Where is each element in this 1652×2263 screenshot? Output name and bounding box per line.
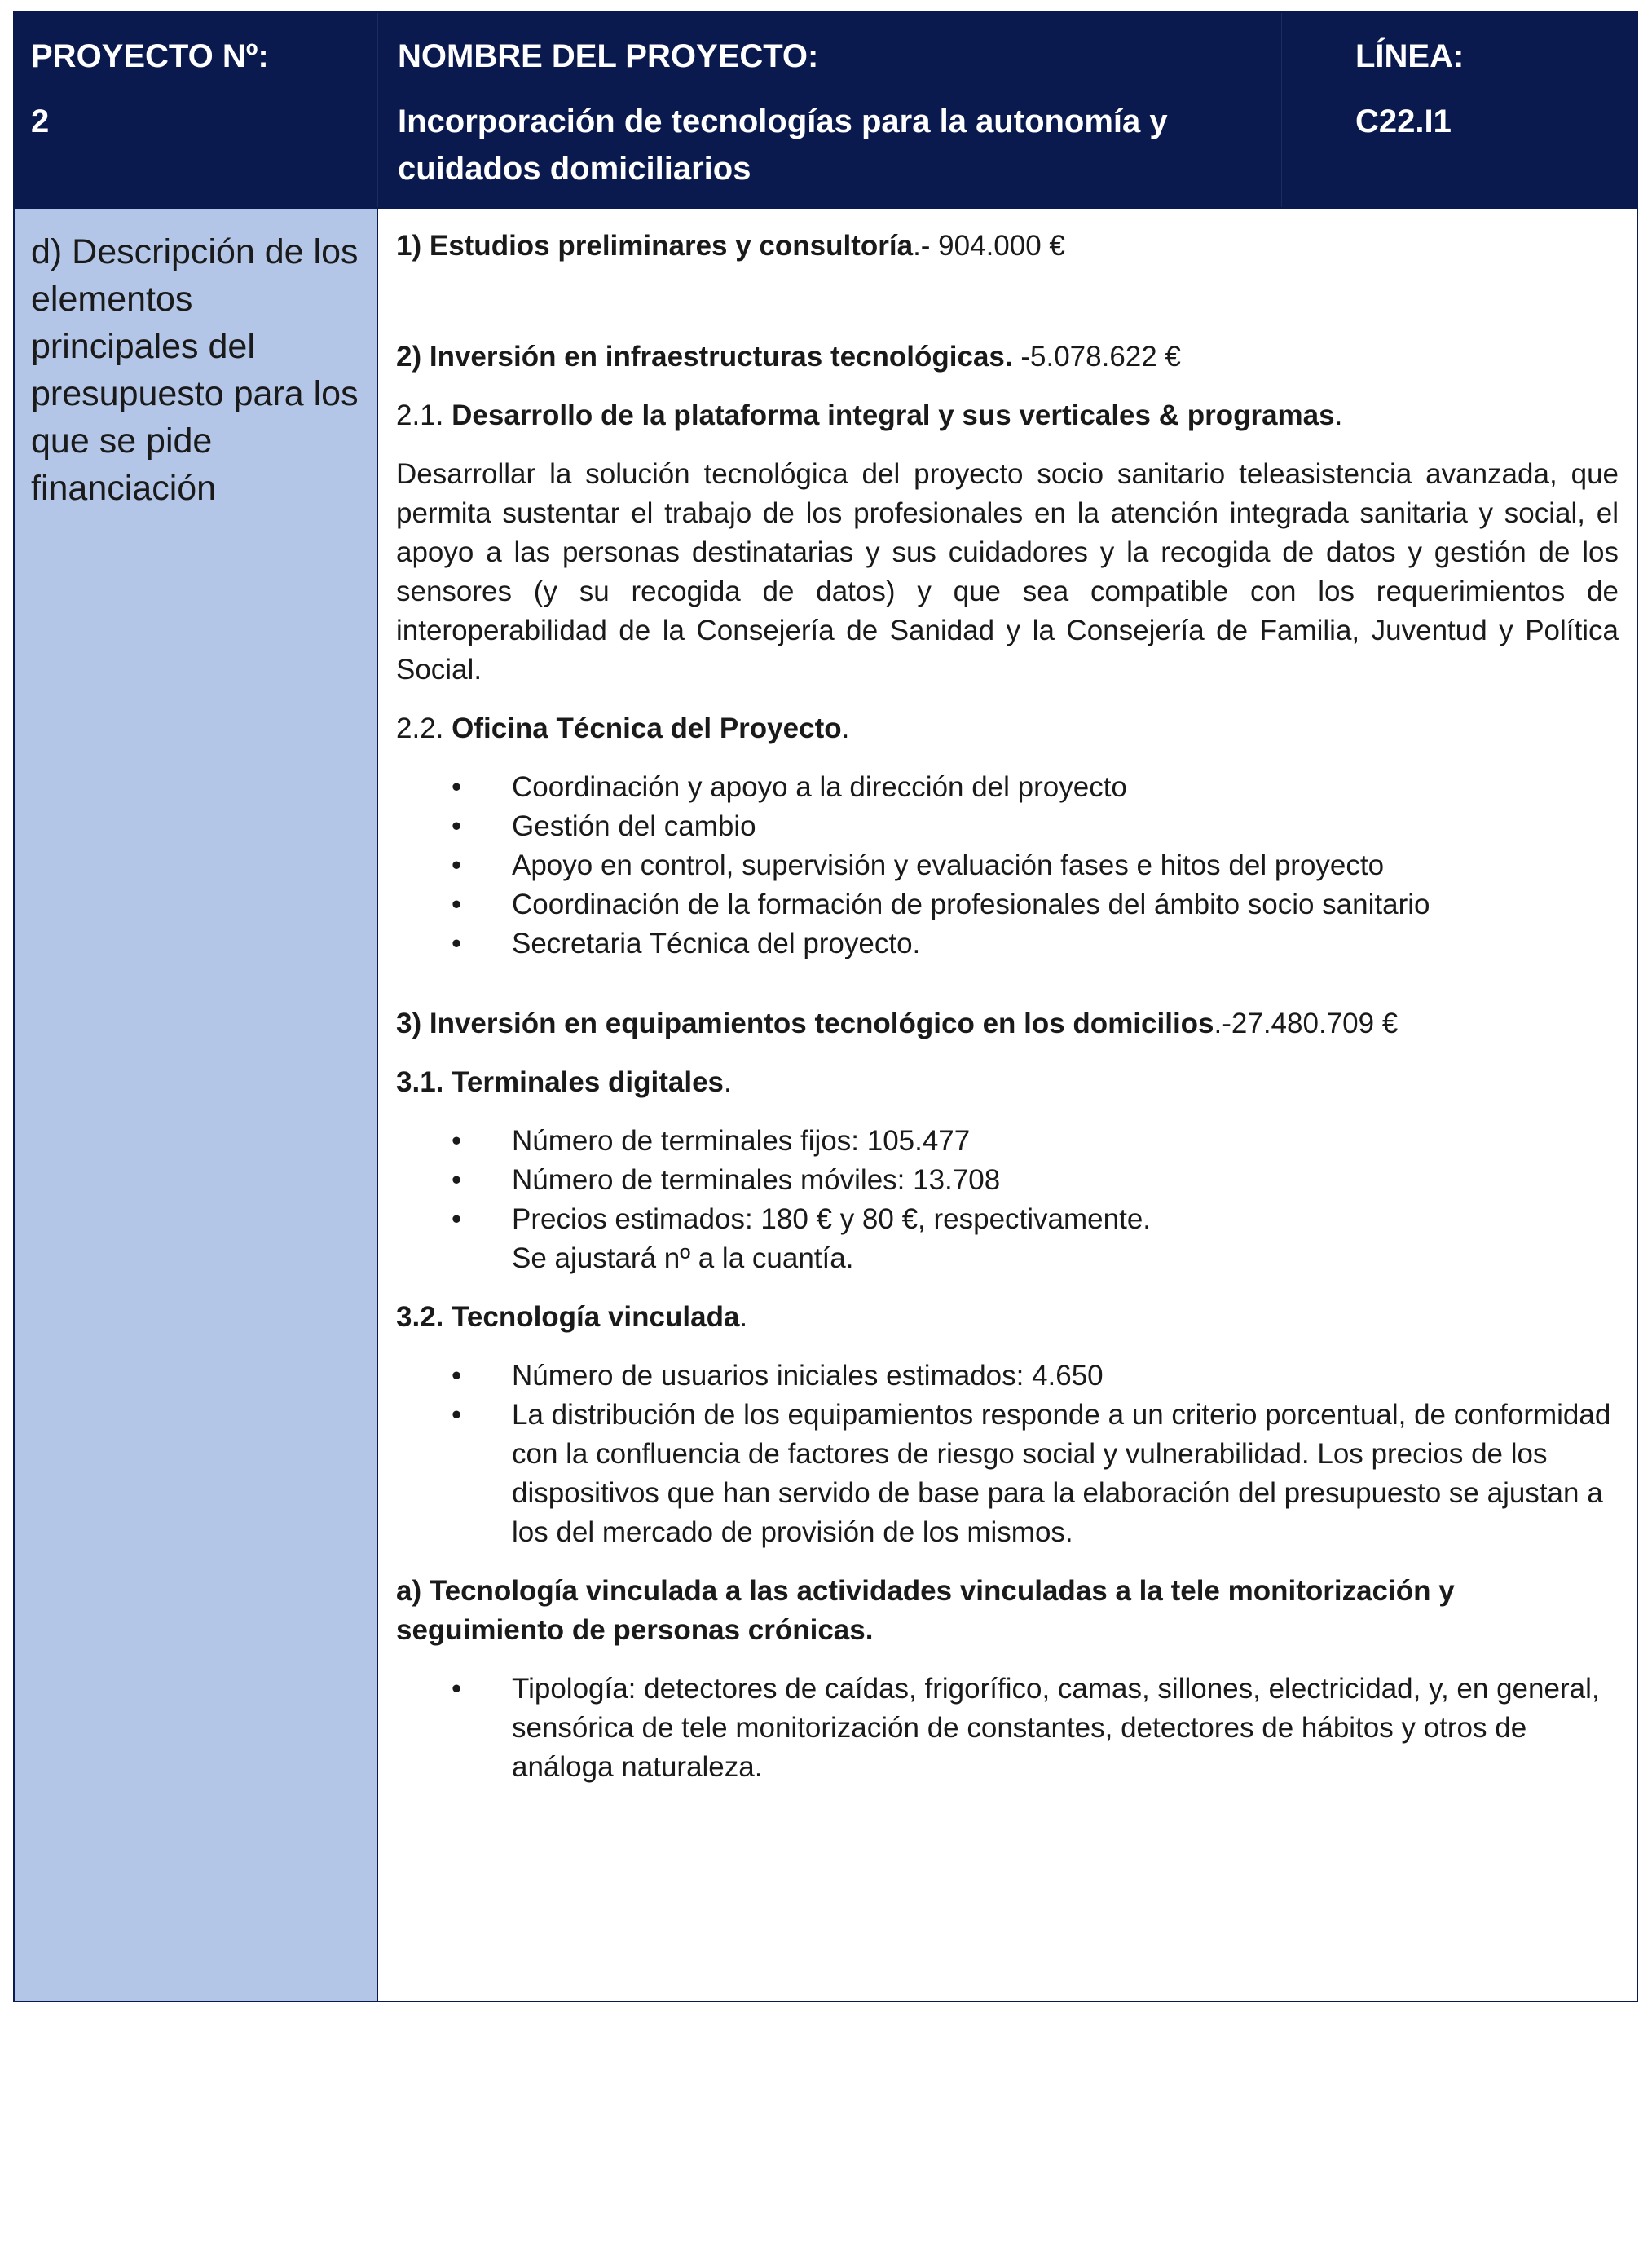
- project-name-label: NOMBRE DEL PROYECTO:: [398, 38, 819, 74]
- project-number-cell: [15, 13, 378, 207]
- bullet-icon: •: [452, 1673, 462, 1705]
- project-number-value: 2: [31, 104, 50, 139]
- list-item: [396, 1396, 1619, 1552]
- section-3-2: [396, 1298, 1619, 1337]
- list-item: [396, 1670, 1619, 1787]
- header-bar: [13, 11, 1638, 209]
- section-3-1-title: 3.1. Terminales digitales: [396, 1066, 725, 1098]
- budget-row: [13, 209, 1638, 2002]
- section-2-1: [396, 396, 1619, 435]
- section-2-2: [396, 709, 1619, 748]
- section-1: [396, 227, 1619, 266]
- project-name-cell: [378, 13, 1282, 207]
- section-2-1-text: Desarrollar la solución tecnológica del proyecto socio sanitario teleasistencia avanzada, que permita sustentar el trabajo de los profesionales en la atención integrada sanitaria y social, el apoyo a las personas destinatarias y sus cuidadores y la recogida de datos y gestión de los sensores (y su recogida de datos) y que sea compatible con los requerimientos de interoperabilidad de la Consejería de Sanidad y la Consejería de Familia, Juventud y Política Social.: [396, 458, 1619, 686]
- list-item: [396, 1356, 1619, 1396]
- section-2-2-list: [396, 768, 1619, 964]
- bullet-icon: •: [452, 849, 462, 881]
- section-3-amount: .-27.480.709 €: [1214, 1008, 1399, 1039]
- list-item: [396, 768, 1619, 807]
- period: .: [1334, 399, 1343, 431]
- section-2-2-number: 2.2.: [396, 712, 452, 744]
- section-3: [396, 1004, 1619, 1043]
- list-item-text: La distribución de los equipamientos responde a un criterio porcentual, de conformidad con la confluencia de factores de riesgo social y vulnerabilidad. Los precios de los dispositivos que han servido de base para la elaboración del presupuesto se ajustan a los del mercado de provisión de los mismos.: [512, 1399, 1611, 1548]
- list-item-text: Gestión del cambio: [512, 810, 756, 842]
- line-cell: [1282, 13, 1637, 207]
- section-2-1-title: Desarrollo de la plataforma integral y sus verticales & programas: [452, 399, 1335, 431]
- bullet-icon: •: [452, 771, 462, 803]
- list-item-text: Coordinación de la formación de profesionales del ámbito socio sanitario: [512, 889, 1430, 920]
- list-item: [396, 1200, 1619, 1278]
- bullet-icon: •: [452, 810, 462, 842]
- list-item-text: Coordinación y apoyo a la dirección del proyecto: [512, 771, 1127, 803]
- bullet-icon: •: [452, 1203, 462, 1235]
- list-item: [396, 1122, 1619, 1161]
- bullet-icon: •: [452, 1399, 462, 1431]
- list-item: [396, 1161, 1619, 1200]
- section-3-title: 3) Inversión en equipamientos tecnológico en los domicilios: [396, 1008, 1214, 1039]
- list-item-text: Apoyo en control, supervisión y evaluación fases e hitos del proyecto: [512, 849, 1385, 881]
- list-item-text: Secretaria Técnica del proyecto.: [512, 928, 921, 959]
- list-item: [396, 924, 1619, 964]
- bullet-icon: •: [452, 889, 462, 920]
- project-name-value: Incorporación de tecnologías para la autonomía y cuidados domiciliarios: [398, 104, 1168, 187]
- section-1-title: 1) Estudios preliminares y consultoría: [396, 230, 914, 262]
- section-a-title: a) Tecnología vinculada a las actividades vinculadas a la tele monitorización y seguimiento de personas crónicas.: [396, 1575, 1455, 1646]
- project-sheet: [13, 11, 1638, 2002]
- list-item-text: Número de usuarios iniciales estimados: 4.650: [512, 1360, 1104, 1392]
- line-value: C22.I1: [1355, 104, 1452, 139]
- line-label: LÍNEA:: [1355, 38, 1465, 74]
- list-item: [396, 885, 1619, 924]
- section-2-amount: -5.078.622 €: [1012, 341, 1181, 373]
- section-2-title: 2) Inversión en infraestructuras tecnológicas.: [396, 341, 1013, 373]
- list-item: [396, 807, 1619, 846]
- section-3-2-title: 3.2. Tecnología vinculada: [396, 1301, 740, 1333]
- period: .: [841, 712, 850, 744]
- list-item-text: Número de terminales móviles: 13.708: [512, 1164, 1001, 1196]
- section-2-1-number: 2.1.: [396, 399, 452, 431]
- section-a-list: [396, 1670, 1619, 1787]
- budget-description: [378, 209, 1637, 2001]
- section-1-amount: .- 904.000 €: [913, 230, 1065, 262]
- bullet-icon: •: [452, 1164, 462, 1196]
- section-3-1-list: [396, 1122, 1619, 1278]
- row-label: d) Descripción de los elementos principales del presupuesto para los que se pide financiación: [15, 209, 378, 2001]
- bullet-icon: •: [452, 928, 462, 959]
- list-item-note: Se ajustará nº a la cuantía.: [512, 1242, 854, 1274]
- list-item-text: Número de terminales fijos: 105.477: [512, 1125, 971, 1157]
- bullet-icon: •: [452, 1125, 462, 1157]
- project-number-label: PROYECTO Nº:: [31, 38, 269, 74]
- section-3-2-list: [396, 1356, 1619, 1552]
- section-3-1: [396, 1063, 1619, 1102]
- list-item-text: Tipología: detectores de caídas, frigorífico, camas, sillones, electricidad, y, en general, sensórica de tele monitorización de constantes, detectores de hábitos y otros de análoga naturaleza.: [512, 1673, 1600, 1783]
- section-2-2-title: Oficina Técnica del Proyecto: [452, 712, 842, 744]
- list-item: [396, 846, 1619, 885]
- bullet-icon: •: [452, 1360, 462, 1392]
- period: .: [739, 1301, 748, 1333]
- period: .: [724, 1066, 732, 1098]
- section-2: [396, 337, 1619, 377]
- list-item-text: Precios estimados: 180 € y 80 €, respectivamente.: [512, 1203, 1152, 1235]
